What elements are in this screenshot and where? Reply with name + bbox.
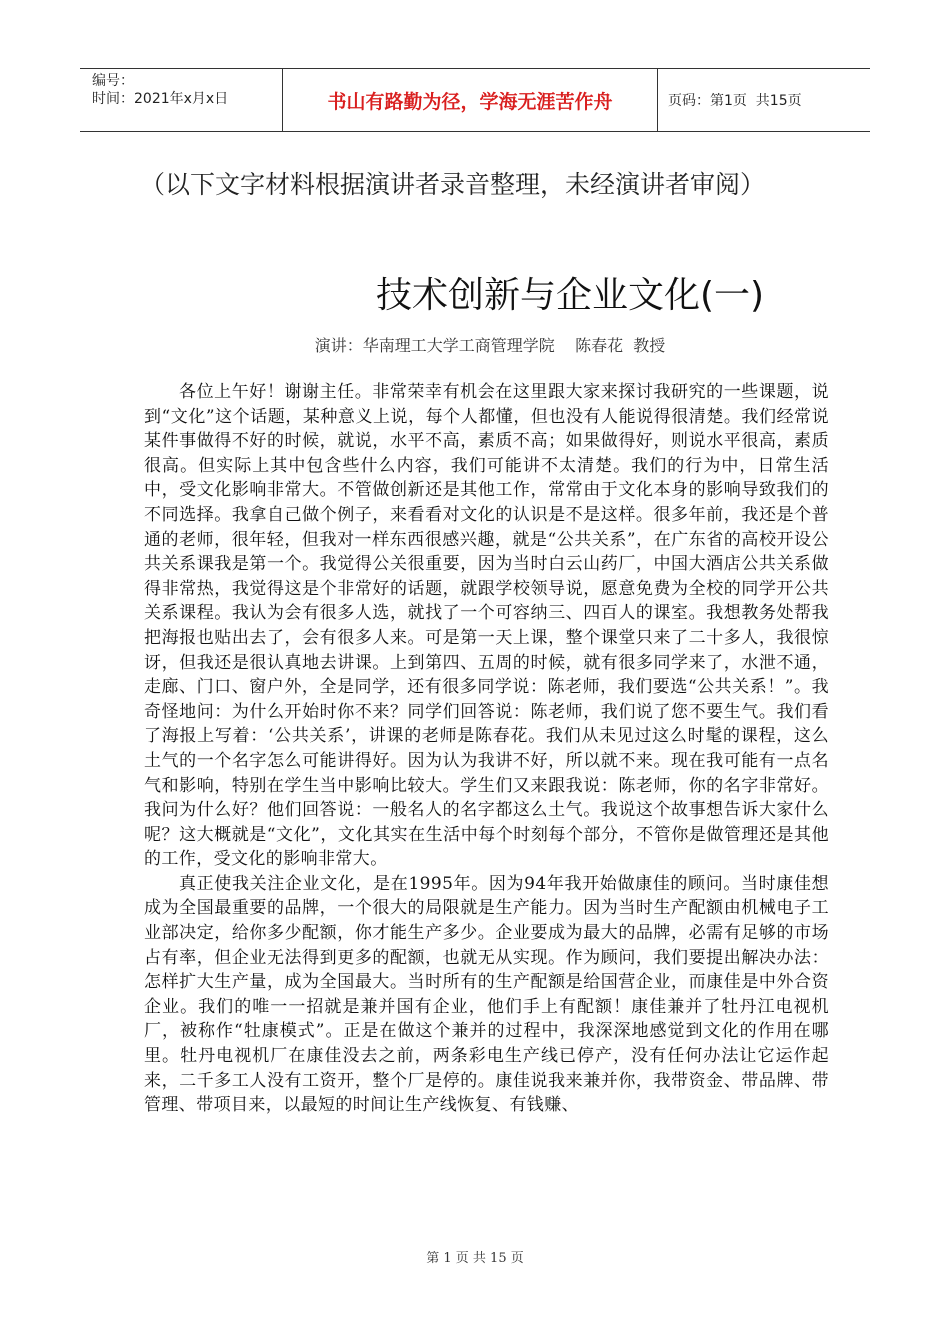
number-label: 编号： [92, 73, 134, 89]
motto-text: 书山有路勤为径，学海无涯苦作舟 [327, 90, 613, 113]
header-page-info [658, 69, 870, 131]
document-title: 技术创新与企业文化(一) [375, 275, 765, 316]
page-info-text: 页码：第1页 共15页 [668, 93, 802, 109]
document-body [144, 380, 829, 1118]
header-motto [283, 69, 658, 131]
speaker-line: 演讲：华南理工大学工商管理学院 陈春花 教授 [314, 336, 666, 355]
disclaimer-note: （以下文字材料根据演讲者录音整理，未经演讲者审阅） [140, 170, 766, 199]
body-paragraph: 真正使我关注企业文化，是在1995年。因为94年我开始做康佳的顾问。当时康佳想成为全国最重要的品牌，一个很大的局限就是生产能力。因为当时生产配额由机械电子工业部决定，给你多少配额，你才能生产多少。企业要成为最大的品牌，必需有足够的市场占有率，但企业无法得到更多的配额，也就无从实现。作为顾问，我们要提出解决办法：怎样扩大生产量，成为全国最大。当时所有的生产配额是给国营企业，而康佳是中外合资企业。我们的唯一一招就是兼并国有企业，他们手上有配额！康佳兼并了牡丹江电视机厂，被称作“牡康模式”。正是在做这个兼并的过程中，我深深地感觉到文化的作用在哪里。牡丹电视机厂在康佳没去之前，两条彩电生产线已停产，没有任何办法让它运作起来，二千多工人没有工资开，整个厂是停的。康佳说我来兼并你，我带资金、带品牌、带管理、带项目来，以最短的时间让生产线恢复、有钱赚、 [144, 873, 829, 1116]
page-footer: 第 1 页 共 15 页 [426, 1251, 524, 1266]
time-label: 时间：2021年x月x日 [92, 91, 229, 107]
body-paragraph: 各位上午好！谢谢主任。非常荣幸有机会在这里跟大家来探讨我研究的一些课题，说到“文化”这个话题，某种意义上说，每个人都懂，但也没有人能说得很清楚。我们经常说某件事做得不好的时候，就说，水平不高，素质不高；如果做得好，则说水平很高，素质很高。但实际上其中包含些什么内容，我们可能讲不太清楚。我们的行为中，日常生活中，受文化影响非常大。不管做创新还是其他工作，常常由于文化本身的影响导致我们的不同选择。我拿自己做个例子，来看看对文化的认识是不是这样。很多年前，我还是个普通的老师，很年轻，但我对一样东西很感兴趣，就是“公共关系”，在广东省的高校开设公共关系课我是第一个。我觉得公关很重要，因为当时白云山药厂，中国大酒店公共关系做得非常热，我觉得这是个非常好的话题，就跟学校领导说，愿意免费为全校的同学开公共关系课程。我认为会有很多人选，就找了一个可容纳三、四百人的课室。我想教务处帮我把海报也贴出去了，会有很多人来。可是第一天上课，整个课堂只来了二十多人，我很惊讶，但我还是很认真地去讲课。上到第四、五周的时候，就有很多同学来了，水泄不通，走廊、门口、窗户外，全是同学，还有很多同学说：陈老师，我们要选“公共关系！”。我奇怪地问：为什么开始时你不来？同学们回答说：陈老师，我们说了您不要生气。我们看了海报上写着：‘公共关系’，讲课的老师是陈春花。我们从未见过这么时髦的课程，这么土气的一个名字怎么可能讲得好。因为认为我讲不好，所以就不来。现在我可能有一点名气和影响，特别在学生当中影响比较大。学生们又来跟我说：陈老师，你的名字非常好。我问为什么好？他们回答说：一般名人的名字都这么土气。我说这个故事想告诉大家什么呢？这大概就是“文化”，文化其实在生活中每个时刻每个部分，不管你是做管理还是其他的工作，受文化的影响非常大。 [144, 382, 829, 870]
document-header [80, 68, 870, 132]
header-meta [80, 69, 283, 131]
